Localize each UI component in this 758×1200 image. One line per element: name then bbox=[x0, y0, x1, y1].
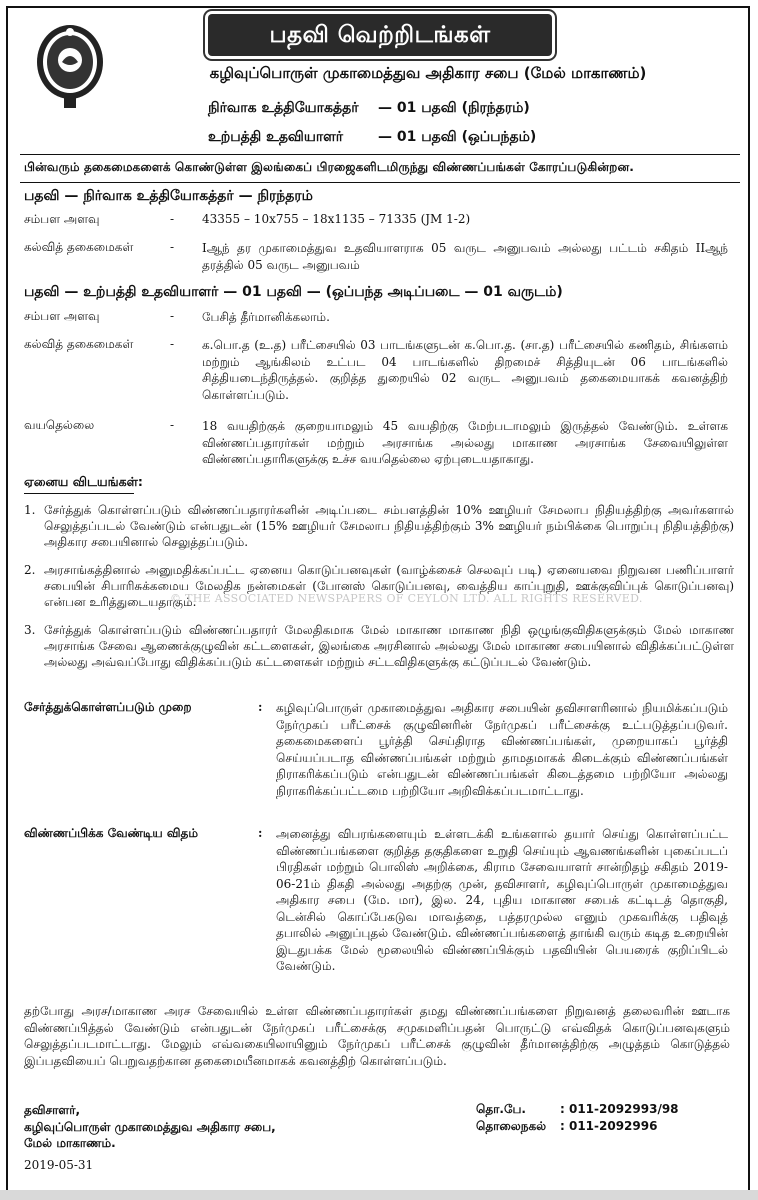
signature-block bbox=[24, 1102, 276, 1152]
closing-paragraph: தற்போது அரச/மாகாண அரச சேவையில் உள்ள விண்ணப்பதாரர்கள் தமது விண்ணப்பங்களை நிறுவனத் தலைவரின் ஊடாக விண்ணப்பித்தல் வேண்டும் என்பதுடன் நேர்முகப் பரீட்சைக்கு சமுகமளிப்பதன் பொருட்டு எவ்விதக் கொடுப்பனவுகளும் செலுத்தப்படமாட்டாது. மேலும் எவ்வகையிலாயினும் நேர்முகப் பரீட்சைக் குழுவின் தீர்மானத்திற்கு அழுத்தம் கொடுத்தல் இப்பதவியைப் பெறுவதற்கான தகைமையீனமாகக் கவனத்திற் கொள்ளப்படும். bbox=[24, 1004, 730, 1068]
sri-lanka-emblem-icon bbox=[34, 22, 106, 112]
post-2-age-value: 18 வயதிற்குக் குறையாமலும் 45 வயதிற்கு மேற்படாமலும் இருத்தல் வேண்டும். உள்ளக விண்ணப்பதாரர்கள் மற்றும் அரசாங்க அல்லது மாகாண அரசாங்க சேவையிலுள்ள விண்ணப்பதாரிகளுக்கு உச்ச வயதெல்லை ஏற்புடையதாகாது. bbox=[202, 419, 728, 466]
signature-line-1: தவிசாளர், bbox=[24, 1103, 81, 1117]
dash: - bbox=[170, 309, 175, 323]
underline bbox=[24, 493, 134, 494]
recruitment-label: சேர்த்துக்கொள்ளப்படும் முறை bbox=[24, 700, 192, 714]
item-number: 3. bbox=[24, 623, 36, 637]
item-text: அரசாங்கத்தினால் அனுமதிக்கப்பட்ட ஏனைய கொடுப்பனவுகள் (வாழ்க்கைச் செலவுப் படி) ஏனையவை நிறுவன பணிப்பாளர் சபையின் சிபாரிசுக்கமைய மேலதிக நன்மைகள் (போனஸ் கொடுப்பனவு, வைத்திய காப்புறுதி, ஊக்குவிப்புக் கொடுப்பனவு) என்பன உரித்துடையதாகும். bbox=[44, 563, 734, 609]
colon: : bbox=[258, 826, 263, 840]
dash: - bbox=[170, 240, 175, 254]
organization-name: கழிவுப்பொருள் முகாமைத்துவ அதிகார சபை (மேல் மாகாணம்) bbox=[209, 64, 647, 82]
post-2-edu-label: கல்வித் தகைமைகள் bbox=[24, 337, 134, 351]
other-heading: ஏனைய விடயங்கள்: bbox=[24, 474, 143, 489]
item-text: சேர்த்துக் கொள்ளப்படும் விண்ணப்பதாரர் மேலதிகமாக மேல் மாகாண மாகாண நிதி ஒழுங்குவிதிகளுக்கும் மேல் மாகாண அரசாங்க சேவை ஆணைக்குழுவின் கட்டளைகள், இலங்கை அரசினால் அல்லது மேல் மாகாண சபையினால் விதிக்கப்பட்டுள்ள அல்லது அவ்வப்போது விதிக்கப்படும் கட்டளைகள் மற்றும் சட்டவிதிகளுக்கு கட்டுப்படல் வேண்டும். bbox=[44, 623, 734, 669]
intro-text: பின்வரும் தகைமைகளைக் கொண்டுள்ள இலங்கைப் பிரஜைகளிடமிருந்து விண்ணப்பங்கள் கோரப்படுகின்றன. bbox=[24, 160, 634, 174]
post-2-age-label: வயதெல்லை bbox=[24, 418, 95, 432]
fax-value: : 011-2092996 bbox=[560, 1119, 658, 1133]
post-1-name: நிர்வாக உத்தியோகத்தர் bbox=[208, 100, 359, 116]
apply-text: அனைத்து விபரங்களையும் உள்ளடக்கி உங்களால் தயார் செய்து கொள்ளப்பட்ட விண்ணப்பங்களை குறித்த தகுதிகளை உறுதி செய்யும் ஆவணங்களின் புகைப்படப் பிரதிகள் மற்றும் பொலிஸ் அறிக்கை, கிராம சேவையாளர் சான்றிதழ் சகிதம் 2019-06-21ம் திகதி அல்லது அதற்கு முன், தவிசாளர், கழிவுப்பொருள் முகாமைத்துவ அதிகார சபை (மே. மா), இல. 24, புதிய மாகாண சபைக் கட்டிடத் தொகுதி, டென்சில் கொப்பேகடுவ மாவத்தை, பத்தரமுல்ல எனும் முகவரிக்கு பதிவுத் தபாலில் அனுப்புதல் வேண்டும். விண்ணப்பங்களைத் தாங்கி வரும் கடித உறையின் இடதுபக்க மேல் மூலையில் விண்ணப்பிக்கும் பதவியின் பெயரைக் குறிப்பிடல் வேண்டும். bbox=[276, 827, 728, 973]
item-number: 2. bbox=[24, 563, 36, 577]
post-line-1 bbox=[208, 100, 728, 120]
dash: - bbox=[170, 212, 175, 226]
post-2-salary-value: பேசித் தீர்மானிக்கலாம். bbox=[202, 310, 330, 324]
signature-line-2: கழிவுப்பொருள் முகாமைத்துவ அதிகார சபை, bbox=[24, 1119, 276, 1134]
colon: : bbox=[258, 700, 263, 714]
post-2-salary-label: சம்பள அளவு bbox=[24, 309, 100, 323]
post-1-heading: பதவி — நிர்வாக உத்தியோகத்தர் — நிரந்தரம் bbox=[24, 188, 313, 204]
post-1-edu-value: Iஆந் தர முகாமைத்துவ உதவியாளராக 05 வருட அனுபவம் அல்லது பட்டம் சகிதம் IIஆந் தரத்தில் 05 வருட அனுபவம் bbox=[202, 241, 728, 272]
list-item bbox=[24, 622, 734, 670]
recruitment-text: கழிவுப்பொருள் முகாமைத்துவ அதிகார சபையின் தவிசாளரினால் நியமிக்கப்படும் நேர்முகப் பரீட்சைக் குழுவினரின் நேர்முகப் பரீட்சைக்கு உட்படுத்தப்படுவர். தகைமைகளைப் பூர்த்தி செய்திராத விண்ணப்பங்கள், முறையாகப் பூர்த்தி செய்யப்படாத விண்ணப்பங்கள் மற்றும் தாமதமாகக் கிடைக்கும் விண்ணப்பங்கள் நிராகரிக்கப்படும் என்பதுடன் விண்ணப்பங்கள் கிடைத்தமை பற்றியோ அல்லது நிராகரிக்கப்பட்டமை பற்றியோ அறிவிக்கப்படமாட்டாது. bbox=[276, 701, 728, 798]
apply-label: விண்ணப்பிக்க வேண்டிய விதம் bbox=[24, 826, 199, 840]
list-item bbox=[24, 502, 734, 550]
dash: - bbox=[170, 418, 175, 432]
post-1-edu-label: கல்வித் தகைமைகள் bbox=[24, 240, 134, 254]
watermark-text: © THE ASSOCIATED NEWSPAPERS OF CEYLON LTD. ALL RIGHTS RESERVED. bbox=[170, 592, 643, 605]
post-1-salary-value: 43355 – 10x755 – 18x1135 – 71335 (JM 1-2) bbox=[202, 212, 471, 226]
banner-title: பதவி வெற்றிடங்கள் bbox=[208, 14, 552, 56]
divider bbox=[20, 154, 740, 155]
item-number: 1. bbox=[24, 503, 36, 517]
post-1-salary-label: சம்பள அளவு bbox=[24, 212, 100, 226]
post-2-name: உற்பத்தி உதவியாளர் bbox=[208, 129, 344, 145]
post-line-2 bbox=[208, 129, 728, 149]
post-1-count: — 01 பதவி (நிரந்தரம்) bbox=[378, 100, 530, 116]
bottom-edge bbox=[0, 1190, 758, 1200]
post-2-count: — 01 பதவி (ஒப்பந்தம்) bbox=[378, 129, 537, 145]
post-2-edu-value: க.பொ.த (உ.த) பரீட்சையில் 03 பாடங்களுடன் க.பொ.த. (சா.த) பரீட்சையில் கணிதம், சிங்களம் மற்றும் ஆங்கிலம் உட்பட 04 பாடங்களில் திறமைச் சித்தியுடன் 06 பாடங்களில் சித்தியடைந்திருத்தல். குறித்த துறையில் 02 வருட அனுபவம் தகைமையாகக் கவனத்திற் கொள்ளப்படும். bbox=[202, 338, 728, 402]
notice-date: 2019-05-31 bbox=[24, 1158, 94, 1172]
divider bbox=[20, 182, 740, 183]
signature-line-3: மேல் மாகாணம். bbox=[24, 1136, 116, 1150]
phone-value: : 011-2092993/98 bbox=[560, 1102, 679, 1116]
item-text: சேர்த்துக் கொள்ளப்படும் விண்ணப்பதாரர்களின் அடிப்படை சம்பளத்தின் 10% ஊழியர் சேமலாப நிதியத்திற்கு அவர்களால் செலுத்தப்படல் வேண்டும் என்பதுடன் (15% ஊழியர் சேமலாப நிதியத்திற்கும் 3% ஊழியர் நம்பிக்கை பொறுப்பு நிதியத்திற்கு) அதிகார சபையினால் செலுத்தப்படும். bbox=[44, 503, 734, 549]
phone-label: தொ.பே. bbox=[476, 1102, 526, 1116]
dash: - bbox=[170, 337, 175, 351]
fax-label: தொலைநகல் bbox=[476, 1119, 547, 1133]
post-2-heading: பதவி — உற்பத்தி உதவியாளர் — 01 பதவி — (ஒப்பந்த அடிப்படை — 01 வருடம்) bbox=[24, 284, 563, 300]
